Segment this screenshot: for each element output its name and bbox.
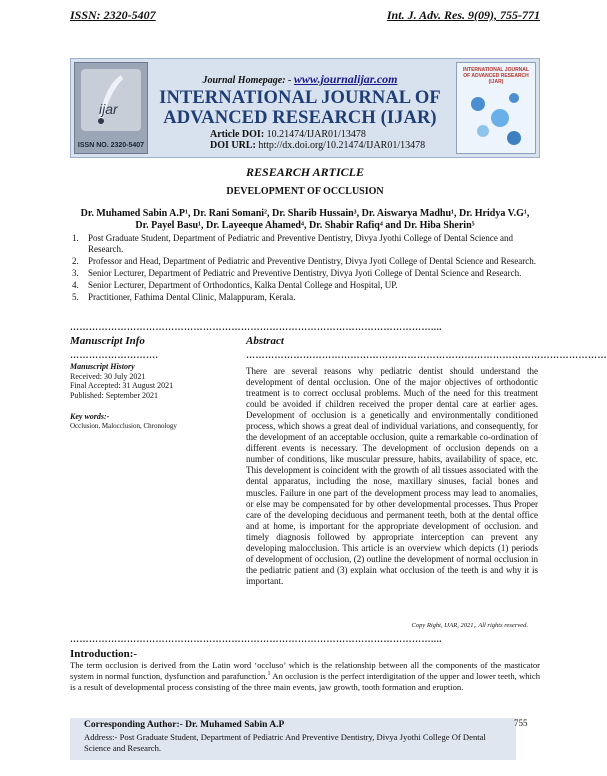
logo-issn: ISSN NO. 2320-5407: [77, 142, 145, 149]
doi-block: [210, 129, 450, 151]
published-date: Published: September 2021: [70, 390, 158, 400]
journal-homepage: [150, 72, 450, 87]
homepage-label: Journal Homepage: -: [202, 75, 292, 86]
corresponding-address: Address:- Post Graduate Student, Department of Pediatric And Preventive Dentistry, Divya Jyothi College Of Dental Science and Research.: [84, 732, 486, 753]
received-date: Received: 30 July 2021: [70, 371, 146, 381]
molecule-icon: [471, 97, 485, 111]
author-list: [70, 208, 540, 232]
article-doi-label: Article DOI:: [210, 129, 265, 140]
copyright: Copy Right, IJAR, 2021,. All rights reserved.: [411, 622, 528, 629]
logo-text: ijar: [99, 101, 118, 117]
corresponding-author-box: [70, 718, 516, 760]
molecule-icon: [491, 109, 509, 127]
divider: ……………………….: [70, 350, 159, 360]
doi-url[interactable]: http://dx.doi.org/10.21474/IJAR01/13478: [258, 140, 426, 151]
introduction-heading: Introduction:-: [70, 648, 138, 660]
affiliation-item: 5. Practitioner, Fathima Dental Clinic, Malappuram, Kerala.: [72, 292, 296, 302]
abstract-text: There are several reasons why pediatric dentist should understand the development of dental occlusion. One of the major objectives of orthodontic treatment is to correct occlusal problems. Much of the need for this treatment could be avoided if children received the proper dental care at earlier ages. Development of occlusion is a genetically and environmentally conditioned process, which shows a great deal of individual variations, and consequently, for the development of an acceptable occlusion, quite a remarkable co-ordination of different events is necessary. The development of occlusion depends on a number of conditions, like muscular pressure, habits, availability of space, etc. This development is coincident with the growth of all tissues associated with the dental apparatus, including the nose, maxillary sinuses, facial bones and muscles. Failure in one part of the development process may lead to anomalies, or else may be compensated for by other developmental processes. Thus Proper care of the developing deciduous and permanent teeth, both at the dental office and at home, is important for the appropriate development of occlusion. and timely diagnosis followed by appropriate interception can prevent any developing malocclusion. This article is an overview which depicts (1) periods of development of occlusion, (2) outline the development of normal occlusion in the pediatric patient and (3) explain what occlusion of the teeth is and why it is important.: [246, 366, 538, 586]
homepage-link[interactable]: www.journalijar.com: [293, 72, 398, 86]
keywords-heading: Key words:-: [70, 412, 110, 421]
affiliation-item: 1. Post Graduate Student, Department of Pediatric and Preventive Dentistry, Divya Jyothi College of Dental Science and Research.: [72, 233, 514, 254]
journal-logo: [74, 62, 148, 154]
abstract-heading: Abstract: [246, 335, 284, 347]
keywords: Occlusion, Malocclusion, Chronology: [70, 421, 177, 430]
affiliation-item: 4. Senior Lecturer, Department of Orthodontics, Kalka Dental College and Hospital, UP.: [72, 280, 398, 290]
molecule-icon: [507, 131, 521, 145]
corresponding-author: Corresponding Author:- Dr. Muhamed Sabin A.P: [84, 720, 285, 730]
journal-cover-image: [456, 62, 536, 154]
manuscript-info-heading: Manuscript Info: [70, 335, 145, 347]
cover-title: INTERNATIONAL JOURNAL OF ADVANCED RESEARCH (IJAR): [463, 67, 529, 85]
journal-citation: Int. J. Adv. Res. 9(09), 755-771: [386, 8, 540, 22]
authors-line1: Dr. Muhamed Sabin A.P¹, Dr. Rani Somani², Dr. Sharib Hussain³, Dr. Aiswarya Madhu¹, Dr. Hridya V.G¹,: [80, 208, 530, 219]
divider: ……………………………………………………………………………………………………....: [70, 634, 442, 644]
introduction-text: The term occlusion is derived from the Latin word ‘occluso’ which is the relationship between all the components of the masticator system in normal function, dysfunction and parafunction.$^1$ An occlusion is the perfect interdigitation of the upper and lower teeth, which is a result of developmental process consisting of the three main events, jaw growth, tooth formation and eruption.: [70, 660, 540, 692]
running-header: [70, 8, 540, 22]
reference-marker: 1: [267, 671, 271, 678]
authors-line2: Dr. Payel Basu¹, Dr. Layeeque Ahamed⁴, Dr. Shabir Rafiq⁴ and Dr. Hiba Sherin⁵: [135, 220, 475, 231]
page-number: 755: [514, 718, 528, 728]
quill-logo-icon: [81, 69, 141, 131]
issn-label: ISSN: 2320-5407: [70, 8, 156, 22]
article-title: DEVELOPMENT OF OCCLUSION: [226, 186, 384, 197]
journal-title-line2: ADVANCED RESEARCH (IJAR): [163, 108, 437, 128]
molecule-icon: [477, 125, 489, 137]
article-doi: 10.21474/IJAR01/13478: [266, 129, 366, 140]
history-heading: Manuscript History: [70, 362, 135, 371]
journal-title: [150, 88, 450, 128]
divider: ……………………………………………………………………………………………………: [246, 350, 607, 360]
affiliation-item: 3. Senior Lecturer, Department of Pediatric and Preventive Dentistry, Divya Jyoti College of Dental Science and Research.: [72, 268, 522, 278]
divider: ……………………………………………………………………………………………………....: [70, 322, 442, 332]
accepted-date: Final Accepted: 31 August 2021: [70, 381, 174, 390]
doi-url-label: DOI URL:: [210, 140, 256, 151]
keywords-block: [70, 412, 240, 431]
molecule-icon: [509, 93, 519, 103]
journal-title-line1: INTERNATIONAL JOURNAL OF: [159, 88, 441, 108]
affiliation-item: 2. Professor and Head, Department of Pediatric and Preventive Dentistry, Divya Jyoti College of Dental Science and Research.: [72, 256, 537, 266]
article-type: RESEARCH ARTICLE: [246, 165, 364, 179]
manuscript-history: [70, 362, 240, 400]
affiliation-list: [72, 233, 538, 304]
